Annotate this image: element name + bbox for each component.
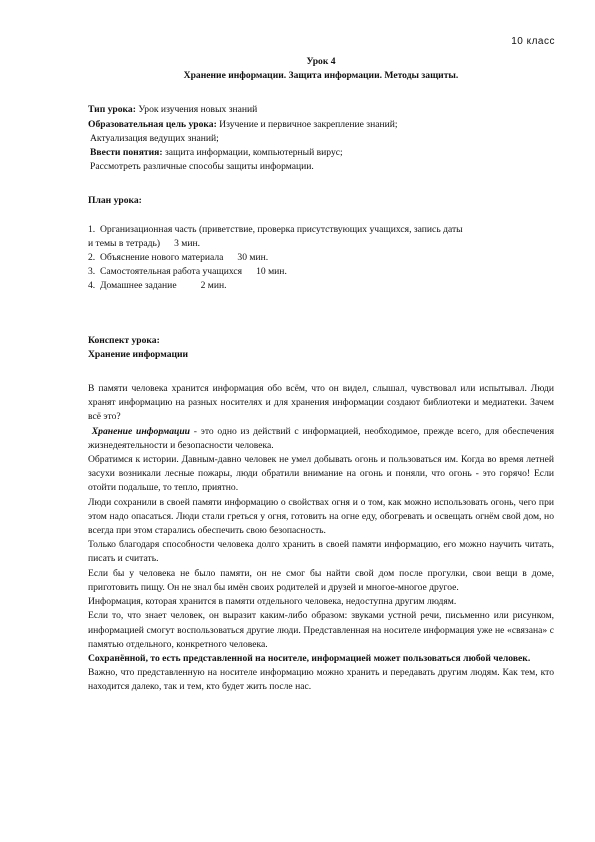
paragraph: Информация, которая хранится в памяти отдельного человека, недоступна другим людям. bbox=[88, 596, 457, 608]
plan-item-text: Организационная часть (приветствие, проверка присутствующих учащихся, запись даты bbox=[100, 223, 463, 235]
plan-item-num: 4. bbox=[88, 280, 96, 292]
paragraph: Если бы у человека не было памяти, он не смог бы найти свой дом после прогулки, свои вещи в доме, приготовить пищу. Он не знал бы имён своих родителей и друзей и многое-многое другое. bbox=[88, 567, 554, 593]
plan-item-num: 1. bbox=[88, 223, 96, 235]
meta-type-value: Урок изучения новых знаний bbox=[138, 104, 258, 116]
plan-heading: План урока: bbox=[88, 195, 142, 207]
plan-item-num: 3. bbox=[88, 266, 96, 278]
paragraph: В памяти человека хранится информация обо всём, что он видел, слышал, чувствовал или испытывал. Люди хранят информацию на разных носителях и для хранения информации создают библиотеки и медиатеки. Зачем всё это? bbox=[88, 383, 554, 423]
meta-type bbox=[88, 103, 554, 117]
plan-item-3 bbox=[88, 265, 554, 279]
plan-item-1 bbox=[88, 223, 554, 237]
meta-concepts-value: защита информации, компьютерный вирус; bbox=[164, 147, 343, 159]
meta-concepts-label: Ввести понятия: bbox=[90, 147, 163, 159]
plan-item-text: Самостоятельная работа учащихся bbox=[100, 266, 243, 278]
paragraph: Люди сохранили в своей памяти информацию о свойствах огня и о том, как можно использовать огонь, чего при этом надо опасаться. Люди стали греться у огня, готовить на огне еду, обогревать и освещать огнём свой дом, но всегда при этом старались обеспечить свою безопасность. bbox=[88, 496, 554, 537]
lesson-title: Хранение информации. Защита информации. Методы защиты. bbox=[183, 70, 459, 82]
plan-item-2 bbox=[88, 251, 554, 265]
plan-item-time: 10 мин. bbox=[256, 266, 287, 278]
paragraph-bold: Сохранённой, то есть представленной на носителе, информацией может пользоваться любой человек. bbox=[88, 652, 531, 664]
plan-item-text: Объяснение нового материала bbox=[100, 252, 224, 264]
plan-item-num: 2. bbox=[88, 252, 96, 264]
paragraph: Важно, что представленную на носителе информацию можно хранить и передавать другим людям. Как тем, кто находится далеко, так и тем, кто будет жить после нас. bbox=[88, 667, 554, 693]
meta-goal-value: Изучение и первичное закрепление знаний; bbox=[219, 118, 398, 130]
emphasis-term: Хранение информации bbox=[91, 425, 191, 437]
paragraph-rest: - это одно из действий с информацией, необходимое, прежде всего, для обеспечения жизнедеятельности и безопасности человека. bbox=[88, 425, 554, 451]
plan-item-time: 3 мин. bbox=[174, 237, 201, 249]
meta-concepts bbox=[88, 146, 554, 160]
meta-goal bbox=[88, 118, 554, 132]
paragraph bbox=[88, 425, 554, 453]
plan-item-time: 30 мин. bbox=[237, 252, 269, 264]
konspekt-heading: Конспект урока: bbox=[88, 334, 160, 346]
lesson-number: Урок 4 bbox=[306, 56, 336, 67]
meta-goal-line4: Рассмотреть различные способы защиты информации. bbox=[90, 161, 314, 173]
document-body bbox=[88, 55, 554, 695]
plan-item-4 bbox=[88, 279, 554, 293]
meta-goal-label: Образовательная цель урока: bbox=[88, 118, 217, 130]
paragraph: Если то, что знает человек, он выразит каким-либо образом: звуками устной речи, письменно или рисунком, информацией смогут воспользоваться другие люди. Представленная на носителе информация уже не «связана» с памятью отдельного, конкретного человека. bbox=[88, 610, 554, 650]
meta-type-label: Тип урока: bbox=[88, 104, 136, 116]
plan-item-text: Домашнее задание bbox=[100, 280, 177, 292]
grade-label: 10 класс bbox=[511, 36, 555, 47]
paragraph: Только благодаря способности человека долго хранить в своей памяти информацию, его можно научить читать, писать и считать. bbox=[88, 539, 554, 565]
konspekt-subheading: Хранение информации bbox=[88, 348, 189, 360]
meta-goal-line2: Актуализация ведущих знаний; bbox=[90, 132, 219, 144]
plan-item-cont: и темы в тетрадь) bbox=[88, 237, 161, 249]
paragraph: Обратимся к истории. Давным-давно человек не умел добывать огонь и пользоваться им. Когда во время летней засухи возникали лесные пожары, люди обратили внимание на огонь и поняли, что огонь - это горячо! Если отойти подальше, то тепло, приятно. bbox=[88, 454, 554, 494]
plan-item-time: 2 мин. bbox=[200, 280, 227, 292]
plan-item-1-cont bbox=[88, 237, 554, 251]
